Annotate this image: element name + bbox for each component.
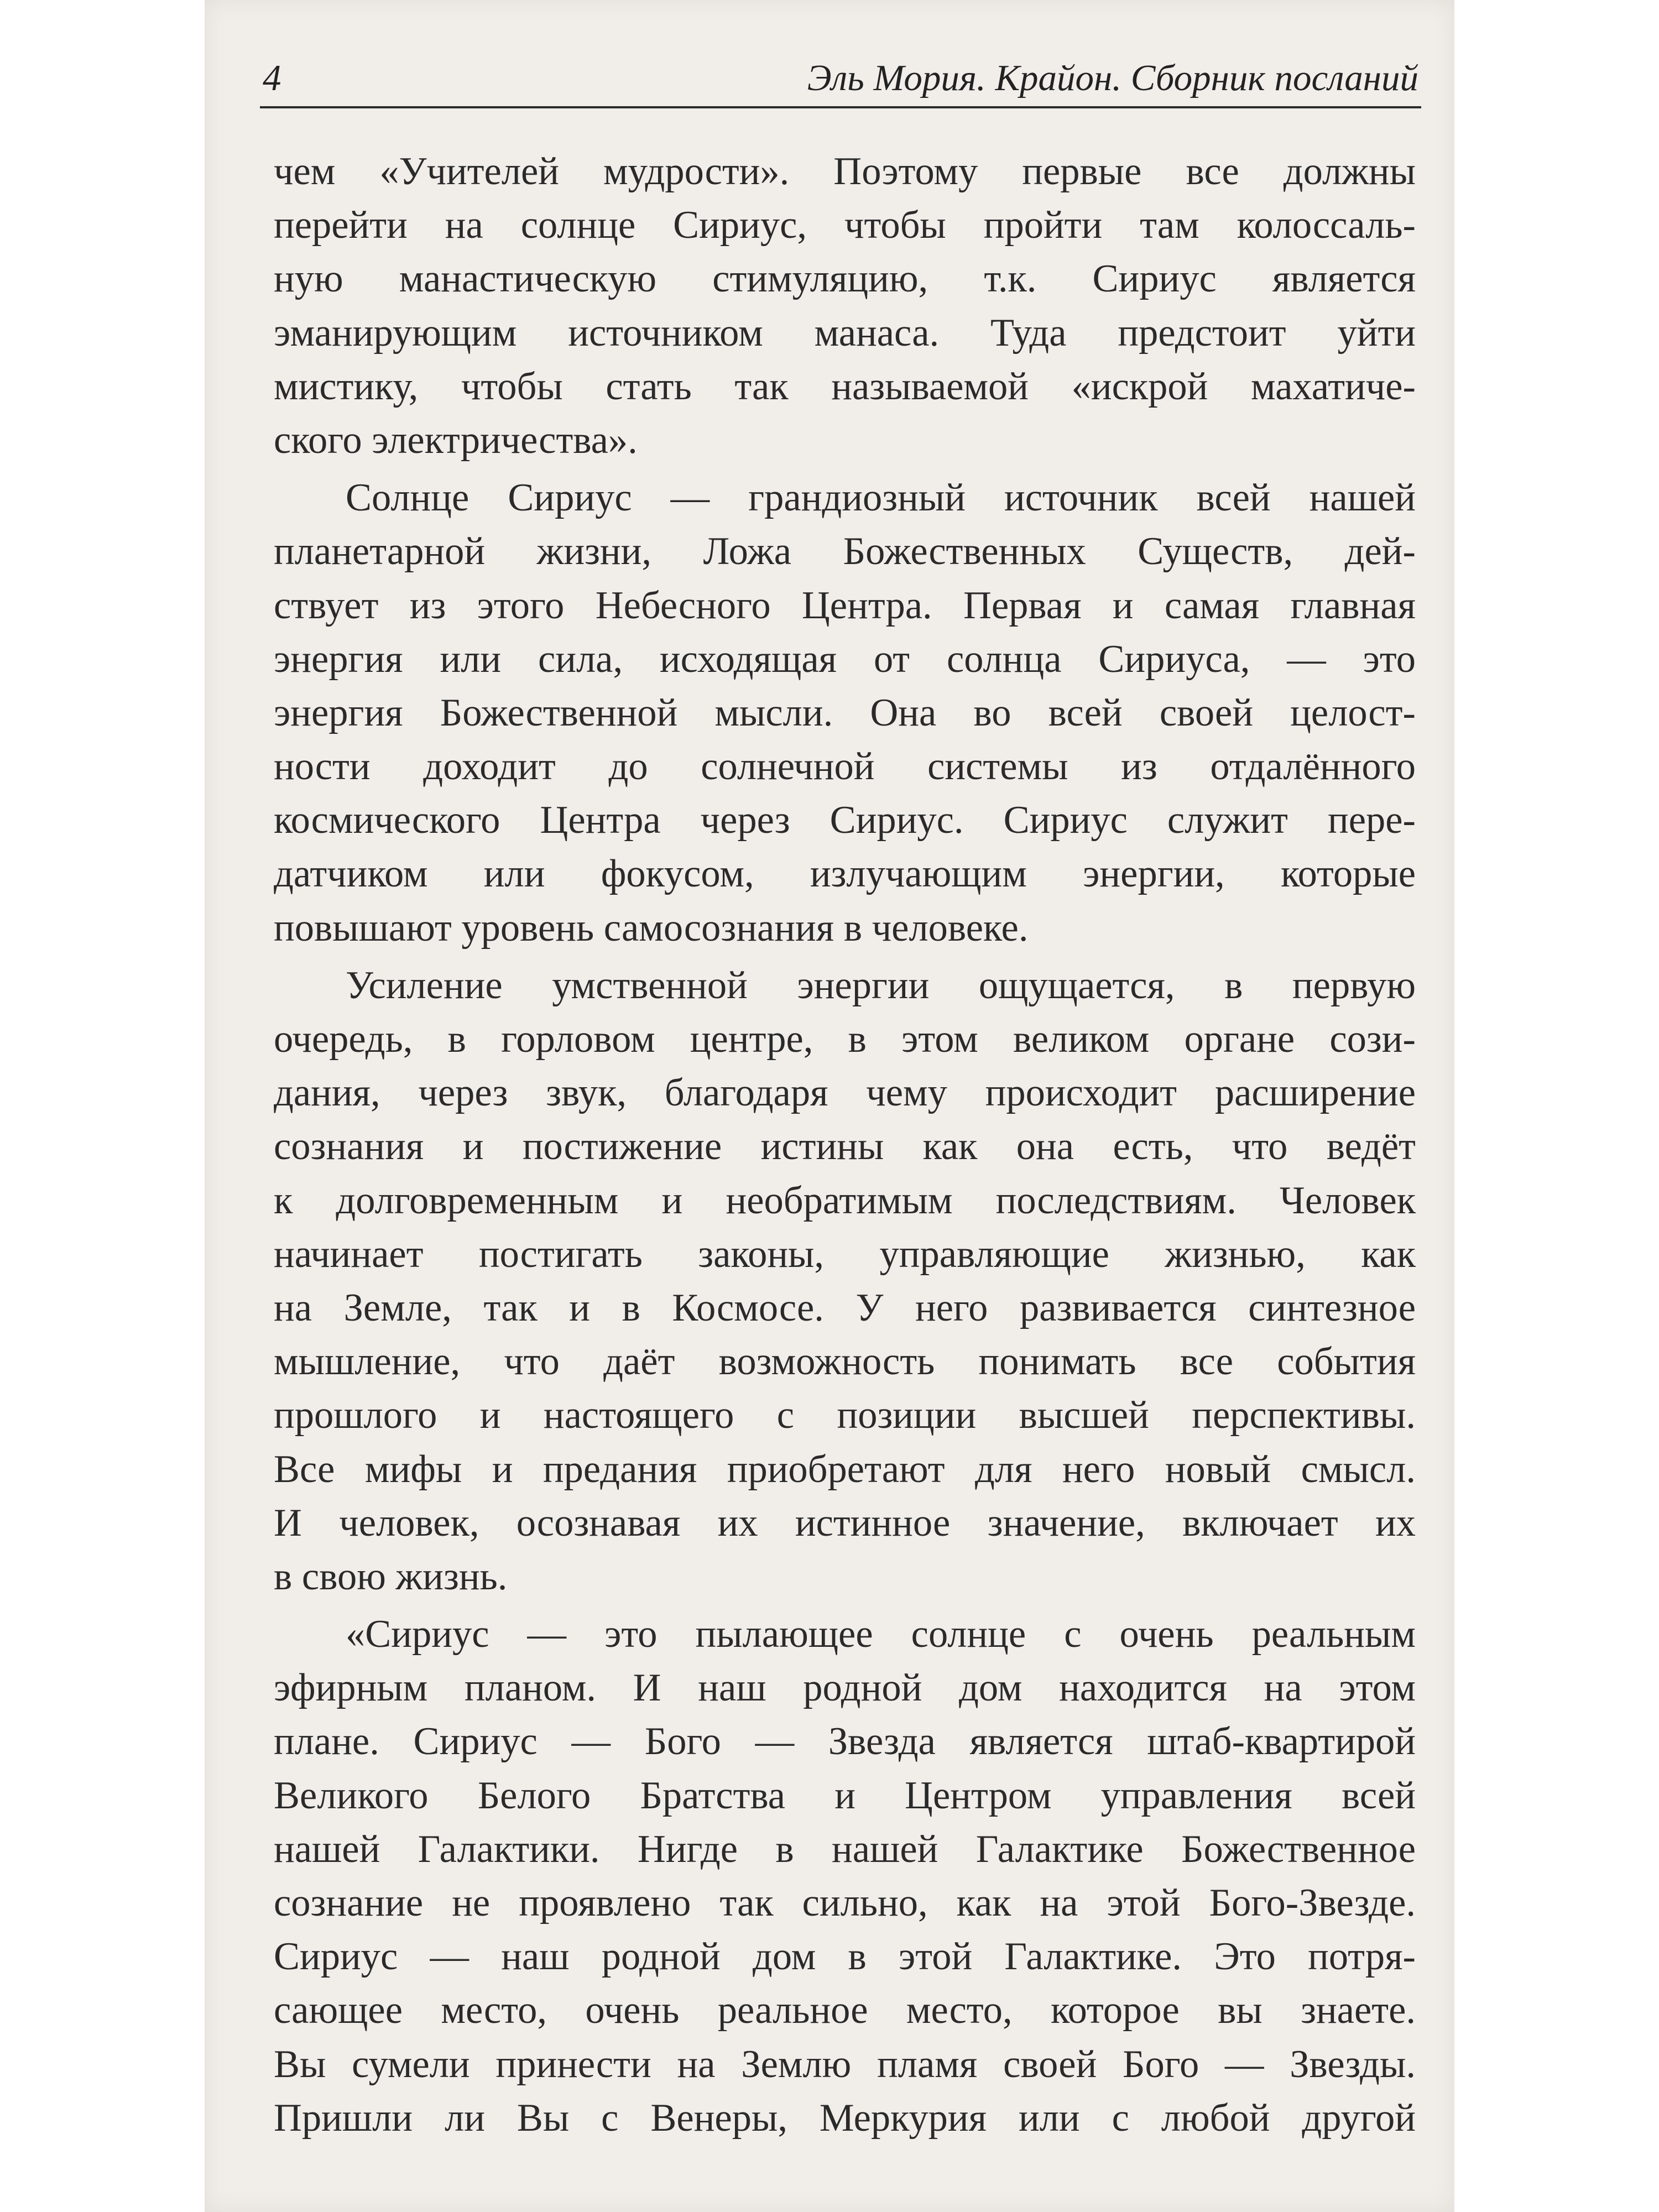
text-line: нашей Галактики. Нигде в нашей Галактике Божественное <box>274 1827 1416 1871</box>
text-line: Усиление умственной энергии ощущается, в первую <box>346 963 1416 1007</box>
paragraph <box>274 145 1416 467</box>
running-title: Эль Мория. Крайон. Сборник посланий <box>807 58 1418 98</box>
text-line: повышают уровень самосознания в человеке. <box>274 906 1029 950</box>
book-page <box>205 0 1454 2212</box>
text-line: на Земле, так и в Космосе. У него развивается синтезное <box>274 1286 1416 1329</box>
text-line: начинает постигать законы, управляющие жизнью, как <box>274 1232 1416 1276</box>
text-line: эманирующим источником манаса. Туда предстоит уйти <box>274 311 1416 354</box>
text-line: сознание не проявлено так сильно, как на этой Бого-Звезде. <box>274 1881 1416 1924</box>
text-line: ную манастическую стимуляцию, т.к. Сириус является <box>274 257 1416 301</box>
text-line: планетарной жизни, Ложа Божественных Существ, дей- <box>274 530 1416 573</box>
text-line: Пришли ли Вы с Венеры, Меркурия или с любой другой <box>274 2096 1416 2140</box>
text-line: энергия или сила, исходящая от солнца Сириуса, — это <box>274 637 1416 681</box>
text-line: Все мифы и предания приобретают для него новый смысл. <box>274 1447 1416 1491</box>
text-line: мистику, чтобы стать так называемой «искрой махатиче- <box>274 364 1416 408</box>
text-line: датчиком или фокусом, излучающим энергии, которые <box>274 852 1416 896</box>
text-line: к долговременным и необратимым последствиям. Человек <box>274 1178 1416 1222</box>
text-line: чем «Учителей мудрости». Поэтому первые все должны <box>274 150 1416 193</box>
text-line: Великого Белого Братства и Центром управления всей <box>274 1773 1416 1817</box>
page-number: 4 <box>263 58 281 98</box>
text-line: мышление, что даёт возможность понимать все события <box>274 1340 1416 1384</box>
body-text <box>274 145 1416 2145</box>
text-line: ского электричества». <box>274 418 638 462</box>
text-line: ности доходит до солнечной системы из отдалённого <box>274 745 1416 789</box>
text-line: дания, через звук, благодаря чему происходит расширение <box>274 1071 1416 1115</box>
text-line: сающее место, очень реальное место, которое вы знаете. <box>274 1989 1416 2032</box>
text-line: космического Центра через Сириус. Сириус служит пере- <box>274 799 1416 842</box>
text-line: ствует из этого Небесного Центра. Первая и самая главная <box>274 583 1416 627</box>
text-line: Вы сумели принести на Землю пламя своей Бого — Звезды. <box>274 2042 1416 2086</box>
text-line: Солнце Сириус — грандиозный источник всей нашей <box>346 476 1416 520</box>
text-line: И человек, осознавая их истинное значение, включает их <box>274 1501 1416 1545</box>
text-line: перейти на солнце Сириус, чтобы пройти там колоссаль- <box>274 204 1416 247</box>
text-line: «Сириус — это пылающее солнце с очень реальным <box>346 1613 1416 1656</box>
text-line: прошлого и настоящего с позиции высшей перспективы. <box>274 1394 1416 1437</box>
text-line: очередь, в горловом центре, в этом великом органе сози- <box>274 1018 1416 1061</box>
text-line: сознания и постижение истины как она есть, что ведёт <box>274 1125 1416 1168</box>
paragraph <box>274 471 1416 955</box>
header-rule <box>260 106 1421 108</box>
text-line: в свою жизнь. <box>274 1554 508 1598</box>
text-line: Сириус — наш родной дом в этой Галактике. Это потря- <box>274 1935 1416 1979</box>
text-line: эфирным планом. И наш родной дом находится на этом <box>274 1666 1416 1710</box>
text-line: плане. Сириус — Бого — Звезда является штаб-квартирой <box>274 1720 1416 1764</box>
paragraph <box>274 1608 1416 2145</box>
text-line: энергия Божественной мысли. Она во всей своей целост- <box>274 691 1416 734</box>
paragraph <box>274 959 1416 1604</box>
